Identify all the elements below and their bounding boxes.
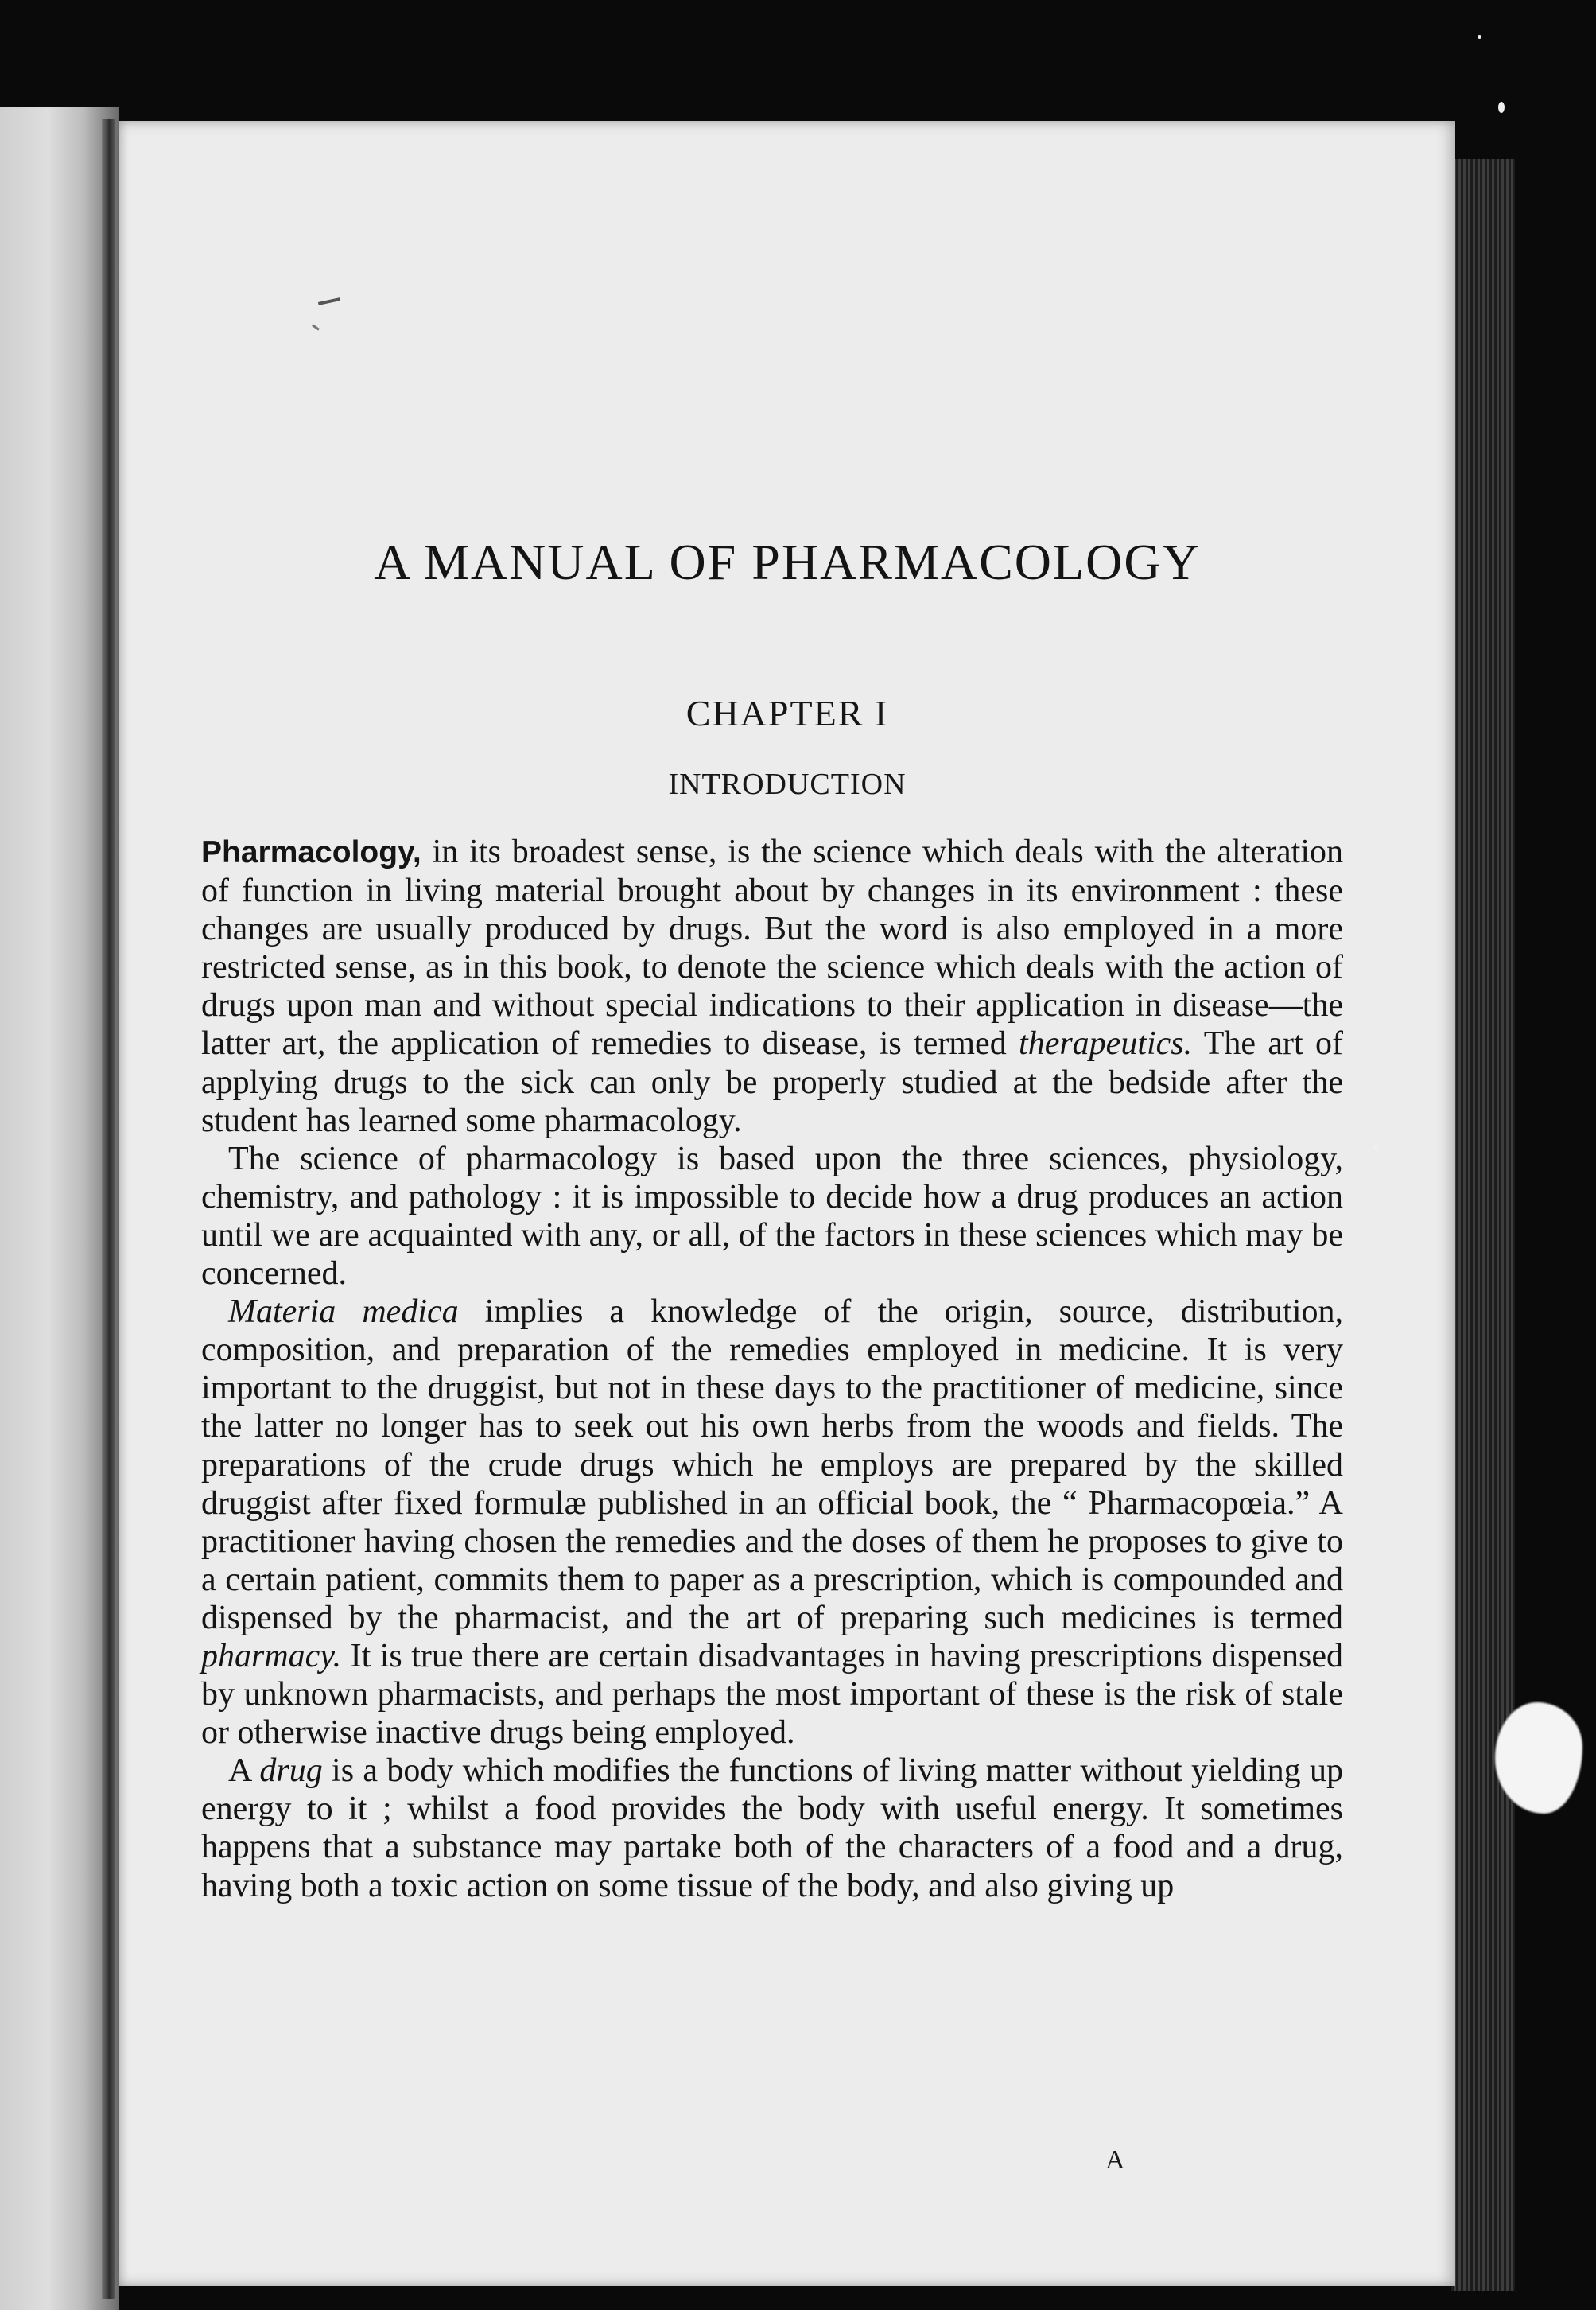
body-text — [201, 833, 1343, 1905]
paragraph-text: The art of applying drugs to the sick can only be properly studied at the bedside after the student has learned some pharmacology. — [201, 1025, 1343, 1139]
chapter-number: CHAPTER I — [685, 693, 889, 733]
page-stack-edges — [1451, 159, 1515, 2291]
italic-term: Materia medica — [228, 1293, 459, 1331]
paragraph-2 — [201, 1140, 1343, 1293]
margin-mark — [312, 324, 320, 330]
italic-term: drug — [259, 1752, 323, 1790]
paragraph-text: It is true there are certain disadvantages in having prescriptions dispensed by unknown pharmacists, and perhaps the most important of these is the risk of stale or otherwise inactive drugs being employed. — [201, 1637, 1343, 1752]
paragraph-4 — [201, 1752, 1343, 1904]
lead-term: Pharmacology, — [201, 835, 421, 869]
margin-mark — [318, 298, 340, 305]
paragraph-text: The science of pharmacology is based upon the three sciences, physiology, chemistry, and pathology : it is impossible to decide how a drug produces an action until we are acquainted with any, or all, of the factors in these sciences which may be concerned. — [201, 1140, 1343, 1293]
dust-speck — [1498, 102, 1505, 113]
book-page — [119, 121, 1455, 2286]
chapter-title: INTRODUCTION — [668, 768, 907, 801]
paragraph-text: implies a knowledge of the origin, source, distribution, composition, and preparation of the remedies employed in medicine. It is very important to the druggist, but not in these days to the practitioner of medicine, since the latter no longer has to seek out his own herbs from the woods and fields. The preparations of the crude drugs which he employs are prepared by the skilled druggist after fixed formulæ published in an official book, the “ Pharmacopœia.” A practitioner having chosen the remedies and the doses of them he proposes to give to a certain patient, commits them to paper as a prescription, which is compounded and dispensed by the pharmacist, and the art of preparing such medicines is termed — [201, 1293, 1343, 1636]
paragraph-text: in its broadest sense, is the science which deals with the alteration of function in living material brought about by changes in its environment : these changes are usually produced by drugs. But the word is also employed in a more restricted sense, as in this book, to denote the science which deals with the action of drugs upon man and without special indications to their application in disease—the latter art, the application of remedies to disease, is termed — [201, 834, 1343, 1063]
book-gutter — [102, 119, 115, 2299]
paragraph-text: A — [228, 1752, 260, 1790]
dust-speck — [1373, 1145, 1377, 1149]
paragraph-1 — [201, 833, 1343, 1140]
italic-term: therapeutics. — [1019, 1025, 1193, 1063]
italic-term: pharmacy. — [201, 1637, 342, 1674]
paragraph-3 — [201, 1293, 1343, 1752]
dust-speck — [1478, 35, 1481, 39]
paragraph-text: is a body which modifies the functions of living matter without yielding up energy to it ; whilst a food provides the body with useful energy. It sometimes happens that a substance may partake both of the characters of a food and a drug, having both a toxic action on some tissue of the body, and also giving up — [201, 1752, 1344, 1904]
signature-mark: A — [1105, 2145, 1125, 2175]
book-title: A MANUAL OF PHARMACOLOGY — [374, 534, 1201, 590]
